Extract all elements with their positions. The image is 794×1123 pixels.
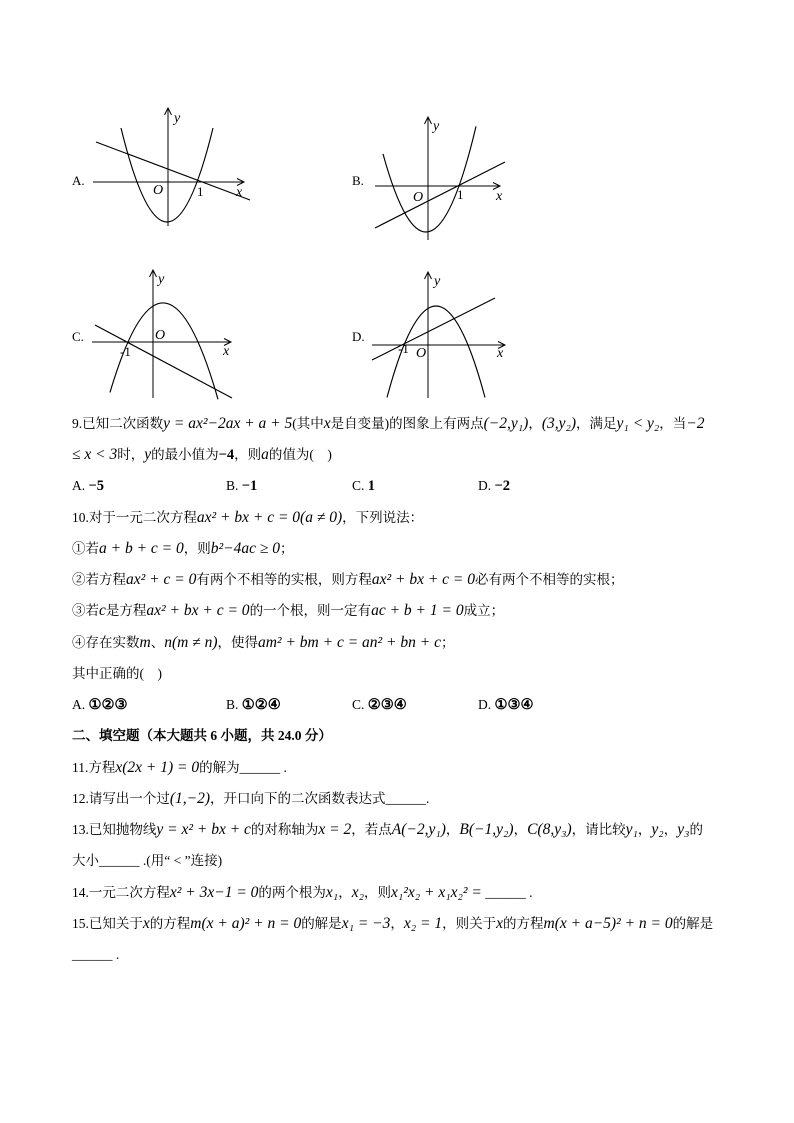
text-run: B. <box>226 478 242 494</box>
text-run: ，满足 <box>576 416 617 431</box>
origin-label: O <box>413 190 424 205</box>
question-10-stem <box>72 502 713 689</box>
text-run: 大小______ .(用“ < ”连接) <box>72 853 223 869</box>
text-run: 的解是 <box>301 915 342 931</box>
text-run: 11.方程 <box>72 759 116 775</box>
text-run: D. <box>478 697 495 713</box>
text-run: 的一个根，则一定有 <box>249 603 372 619</box>
text-line <box>72 439 713 470</box>
text-run: ； <box>280 540 294 556</box>
choice-b <box>226 689 281 721</box>
text-run: ______ . <box>72 946 120 962</box>
text-run: (其中 <box>292 416 324 431</box>
y-axis-label: y <box>174 111 181 126</box>
math-run: y = ax²−2ax + a + 5 <box>163 415 293 432</box>
math-run: y = x² + bx + c <box>156 821 251 839</box>
question-9 <box>72 408 713 502</box>
math-run: m <box>139 633 151 651</box>
graph-option-c <box>72 270 232 399</box>
text-run: ，请比较 <box>571 822 626 838</box>
math-run: y₁ < y₂ <box>616 415 660 432</box>
x-axis-label: x <box>496 189 503 204</box>
tick-label: 1 <box>197 184 204 199</box>
text-line <box>72 408 713 439</box>
math-run: y₃ <box>677 821 690 839</box>
text-line <box>72 814 713 845</box>
text-run: 的 <box>689 822 703 838</box>
math-run: x₁²x₂ + x₁x₂² = <box>390 883 482 901</box>
tick-label: -1 <box>120 344 131 359</box>
question-13 <box>72 814 713 876</box>
text-run: 的最小值为 <box>151 447 219 463</box>
text-run: ，则 <box>183 540 211 556</box>
text-run: ，若点 <box>351 822 392 838</box>
y-axis-label: y <box>433 119 440 134</box>
math-run: m(x + a−5)² + n = 0 <box>543 914 673 932</box>
math-run: x₂ = 1 <box>403 914 443 932</box>
math-run: y₂ <box>651 821 664 839</box>
text-run: ，下列说法： <box>342 509 424 525</box>
question-13-stem <box>72 814 713 876</box>
text-run: 13.已知抛物线 <box>72 822 157 838</box>
math-run: (1,−2) <box>169 789 211 807</box>
linear-function-line <box>372 298 495 360</box>
text-run: 的方程 <box>149 915 191 931</box>
text-run: ， <box>663 822 678 838</box>
text-run: 15.已知关于 <box>72 915 143 931</box>
math-value: ①③④ <box>494 697 534 714</box>
text-run: ， <box>445 822 460 838</box>
text-run: D. <box>478 478 495 494</box>
origin-label: O <box>153 183 164 198</box>
math-run: x₁ <box>325 883 339 901</box>
text-line <box>72 564 713 595</box>
math-run: n(m ≠ n) <box>164 633 218 651</box>
choice-c <box>352 689 407 721</box>
text-run: 是自变量)的图象上有两点 <box>330 416 484 431</box>
math-run: ax² + bx + c = 0 <box>371 571 475 589</box>
question-14 <box>72 877 713 908</box>
text-run: 14.一元二次方程 <box>72 884 170 900</box>
text-run: ①若 <box>72 540 99 556</box>
choice-a <box>72 470 104 502</box>
text-line <box>72 877 713 908</box>
math-run: (−2,y₁) <box>483 415 529 432</box>
x-axis-label: x <box>236 185 243 200</box>
text-run: 的两个根为 <box>258 884 326 900</box>
math-run: y₁ <box>625 821 638 839</box>
math-value: ①②③ <box>88 697 128 714</box>
text-run: ， <box>637 822 652 838</box>
text-line <box>72 845 713 876</box>
math-run: x(2x + 1) = 0 <box>115 758 200 776</box>
option-label: A. <box>72 173 85 188</box>
question-10-choices <box>72 689 713 720</box>
text-run: 的值为( ) <box>268 447 332 463</box>
text-run: ，开口向下的二次函数表达式______. <box>210 790 430 806</box>
math-value: −2 <box>494 478 511 495</box>
math-run: x² + 3x−1 = 0 <box>169 883 259 901</box>
text-line <box>72 908 713 939</box>
text-run: ④存在实数 <box>72 634 140 650</box>
graph-option-d <box>352 272 505 398</box>
question-15-stem <box>72 908 713 970</box>
option-label: D. <box>352 329 365 344</box>
question-12 <box>72 783 713 814</box>
text-run: ， <box>513 822 528 838</box>
graph-option-a <box>72 108 250 226</box>
text-run: ③若 <box>72 603 99 619</box>
text-run: C. <box>352 478 368 494</box>
text-line <box>72 502 713 533</box>
parabola <box>383 126 476 232</box>
math-value: −4 <box>218 447 235 464</box>
math-run: (3,y₂) <box>541 415 577 432</box>
math-run: ax² + bx + c = 0 <box>146 602 250 620</box>
math-run: x₂ <box>351 883 364 901</box>
math-run: x <box>323 415 331 432</box>
choice-b <box>226 470 257 502</box>
math-run: A(−2,y₁) <box>391 821 446 839</box>
math-run: a <box>261 446 269 464</box>
math-run: x = 2 <box>318 821 352 839</box>
text-run: ，使得 <box>217 634 258 650</box>
parabola <box>121 128 213 222</box>
text-run: B. <box>226 697 242 713</box>
math-run: ax² + c = 0 <box>126 571 197 589</box>
math-run: a + b + c = 0 <box>99 539 184 557</box>
question-9-stem <box>72 408 713 470</box>
text-run: A. <box>72 478 89 494</box>
text-run: ，当 <box>659 416 687 431</box>
text-run: ②若方程 <box>72 572 126 588</box>
math-value: −1 <box>241 478 258 495</box>
math-value: ②③④ <box>367 697 407 714</box>
section-heading: 二、填空题（本大题共 6 小题，共 24.0 分） <box>72 728 332 744</box>
text-line <box>72 939 713 970</box>
text-line <box>72 752 713 783</box>
text-line <box>72 595 713 626</box>
choice-c <box>352 470 375 502</box>
text-run: 的对称轴为 <box>250 822 319 838</box>
math-run: ≤ x < 3 <box>72 446 118 464</box>
question-12-stem <box>72 783 713 814</box>
text-run: ______ . <box>481 884 533 900</box>
text-run: 必有两个不相等的实根； <box>475 572 624 588</box>
text-run: C. <box>352 697 368 713</box>
text-run: 是方程 <box>105 603 147 619</box>
math-run: c <box>99 602 106 620</box>
text-run: ， <box>528 416 542 431</box>
tick-label: -1 <box>398 341 409 356</box>
linear-function-line <box>375 162 505 228</box>
text-line <box>72 627 713 658</box>
question-14-stem <box>72 877 713 908</box>
text-run: 的解为______ . <box>199 759 287 775</box>
linear-function-line <box>96 142 250 200</box>
text-run: 10.对于一元二次方程 <box>72 509 197 525</box>
math-value: ①②④ <box>241 697 281 714</box>
text-run: ； <box>440 634 455 650</box>
text-run: 其中正确的( ) <box>72 665 162 681</box>
option-label: C. <box>72 329 84 344</box>
math-run: b²−4ac ≥ 0 <box>210 539 281 557</box>
text-run: ， <box>390 915 404 931</box>
question-15 <box>72 908 713 970</box>
math-run: C(8,y₃) <box>527 821 572 839</box>
text-run: 9.已知二次函数 <box>72 416 164 431</box>
math-run: B(−1,y₂) <box>459 821 514 839</box>
math-run: am² + bm + c = an² + bn + c <box>257 633 441 651</box>
math-run: x <box>142 914 150 932</box>
option-label: B. <box>352 173 364 188</box>
math-run: ac + b + 1 = 0 <box>371 602 464 620</box>
text-line <box>72 783 713 814</box>
text-line <box>72 533 713 564</box>
choice-a <box>72 689 128 721</box>
text-run: 成立； <box>463 603 505 619</box>
question-11-stem <box>72 752 713 783</box>
math-run: x₁ = −3 <box>341 914 391 932</box>
x-axis-label: x <box>223 344 230 359</box>
tick-label: 1 <box>457 187 464 202</box>
choice-d <box>478 689 534 721</box>
text-run: 的解是 <box>672 915 714 931</box>
text-run: 的方程 <box>503 915 544 931</box>
origin-label: O <box>155 328 166 343</box>
question-list <box>72 408 713 970</box>
y-axis-label: y <box>434 274 441 289</box>
text-run: 时， <box>117 447 145 463</box>
x-axis-label: x <box>497 346 504 361</box>
y-axis-label: y <box>158 272 165 287</box>
text-run: 有两个不相等的实根，则方程 <box>196 572 372 588</box>
graph-option-b <box>352 117 505 240</box>
math-run: −2 <box>686 415 705 432</box>
question-10 <box>72 502 713 721</box>
math-value: 1 <box>367 478 376 495</box>
question-9-choices <box>72 470 713 501</box>
text-line <box>72 658 713 689</box>
text-run: A. <box>72 697 89 713</box>
text-run: 、 <box>150 634 165 650</box>
text-run: ， <box>338 884 352 900</box>
math-value: −5 <box>88 478 105 495</box>
answer-choice-graphs <box>0 0 794 405</box>
text-run: 12.请写出一个过 <box>72 790 170 806</box>
question-11 <box>72 752 713 783</box>
math-run: m(x + a)² + n = 0 <box>190 914 302 932</box>
choice-d <box>478 470 510 502</box>
math-run: y <box>144 446 152 464</box>
math-run: ax² + bx + c = 0(a ≠ 0) <box>196 508 343 526</box>
origin-label: O <box>416 346 427 361</box>
text-run: ，则关于 <box>442 915 497 931</box>
text-run: ，则 <box>234 447 262 463</box>
math-run: x <box>496 914 503 932</box>
text-run: ，则 <box>363 884 391 900</box>
